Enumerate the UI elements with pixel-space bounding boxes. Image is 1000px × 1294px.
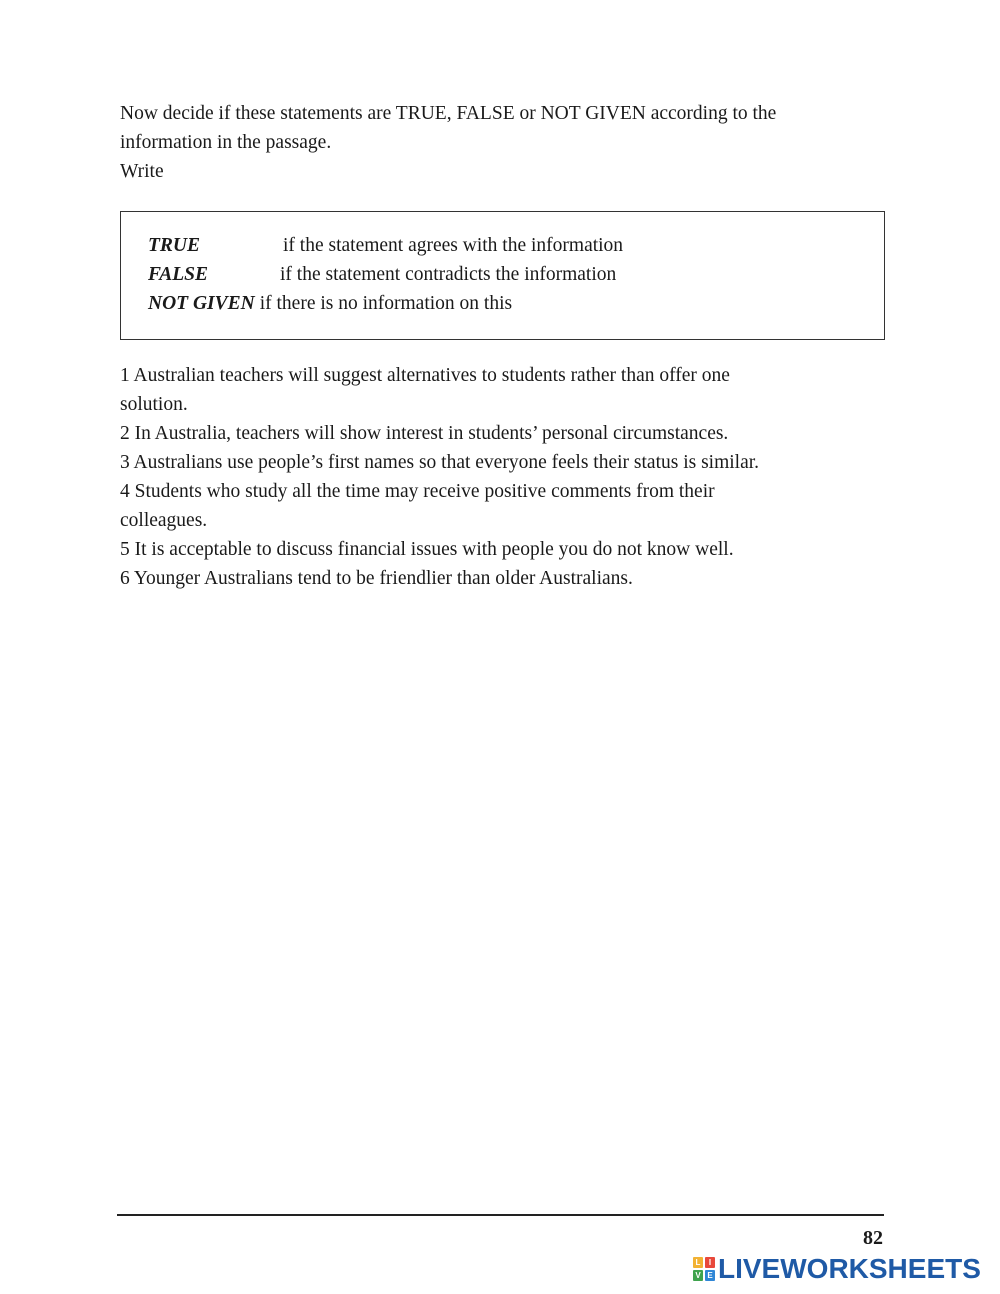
legend-term-true: TRUE [148, 235, 201, 256]
liveworksheets-logo[interactable] [693, 1254, 981, 1284]
statement-4-line-2: colleagues. [120, 510, 208, 531]
answer-key-box [120, 211, 885, 340]
logo-tile-v: V [693, 1270, 703, 1281]
instructions-line-1: Now decide if these statements are TRUE, FALSE or NOT GIVEN according to the [120, 103, 777, 124]
instructions-line-2: information in the passage. [120, 132, 332, 153]
logo-tile-i: I [705, 1257, 715, 1268]
legend-term-false: FALSE [148, 264, 208, 285]
statement-1-line-2: solution. [120, 394, 188, 415]
legend-term-not-given: NOT GIVEN [148, 293, 255, 314]
legend-row-not-given [148, 289, 512, 318]
instructions [120, 99, 910, 186]
liveworksheets-wordmark: LIVEWORKSHEETS [718, 1253, 981, 1284]
logo-tile-l: L [693, 1257, 703, 1268]
page-number: 82 [863, 1227, 883, 1249]
statement-5: 5 It is acceptable to discuss financial issues with people you do not know well. [120, 539, 734, 560]
statement-4-line-1: 4 Students who study all the time may receive positive comments from their [120, 481, 715, 502]
statement-2: 2 In Australia, teachers will show interest in students’ personal circumstances. [120, 423, 729, 444]
footer-divider [117, 1214, 884, 1216]
legend-row-true [148, 231, 623, 260]
legend-definition-not-given: if there is no information on this [259, 293, 513, 314]
legend-definition-false: if the statement contradicts the information [280, 264, 617, 285]
statement-6: 6 Younger Australians tend to be friendlier than older Australians. [120, 568, 633, 589]
legend-row-false [148, 260, 616, 289]
instructions-line-3: Write [120, 161, 164, 182]
statement-list [120, 361, 920, 593]
statement-3: 3 Australians use people’s first names so that everyone feels their status is similar. [120, 452, 760, 473]
liveworksheets-logo-icon [693, 1257, 715, 1281]
legend-definition-true: if the statement agrees with the information [283, 235, 624, 256]
logo-tile-e: E [705, 1270, 715, 1281]
statement-1-line-1: 1 Australian teachers will suggest alternatives to students rather than offer one [120, 365, 730, 386]
